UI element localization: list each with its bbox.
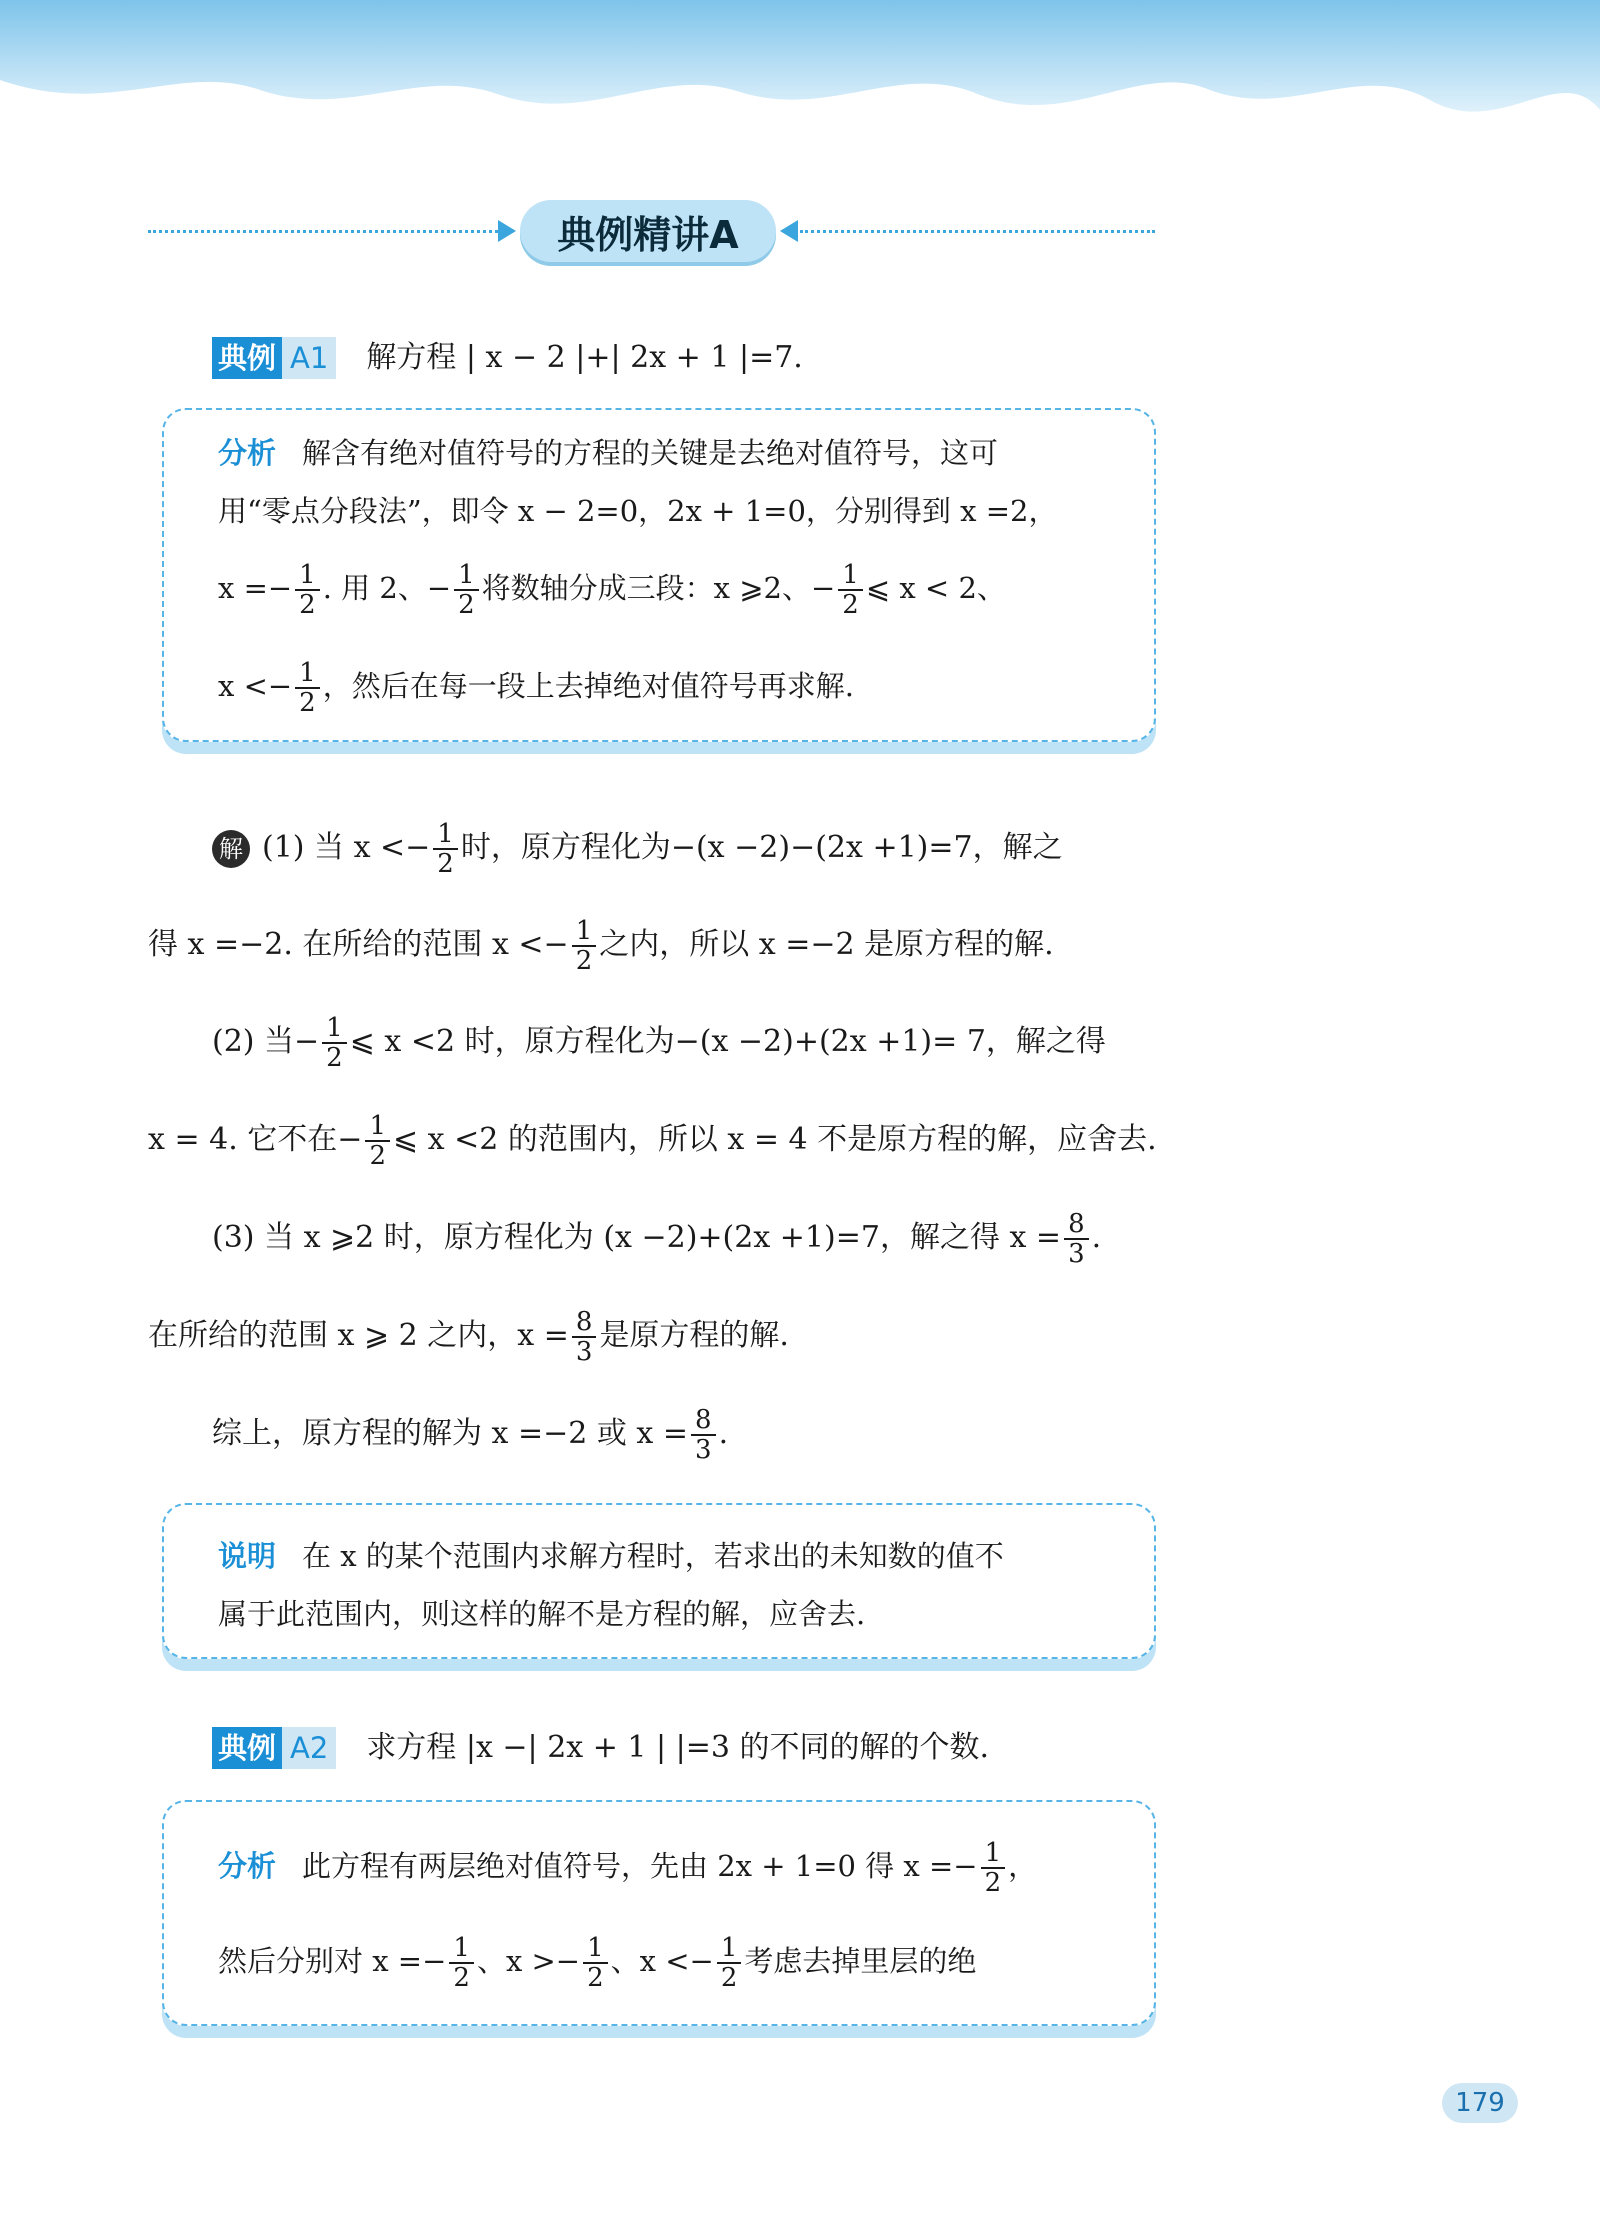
triangle-right-icon <box>498 220 516 242</box>
page-number: 179 <box>1442 2083 1518 2123</box>
sky-banner <box>0 0 1600 170</box>
analysis-box-a2 <box>162 1800 1156 2026</box>
solution-line-5: (3) 当 x ⩾2 时，原方程化为 (x −2)+(2x +1)=7，解之得 x = $\frac{8}{3}$ . <box>212 1209 1102 1269</box>
solution-line-7: 综上，原方程的解为 x =−2 或 x = $\frac{8}{3}$ . <box>212 1405 729 1465</box>
example-a2-problem: 求方程 |x −| 2x + 1 | |=3 的不同的解的个数. <box>366 1730 990 1765</box>
analysis-a2-line-2: 然后分别对 x =− $\frac{1}{2}$ 、x >− $\frac{1}{2}$ 、x <− $\frac{1}{2}$ 考虑去掉里层的绝 <box>218 1933 977 1993</box>
analysis-label: 分析 <box>218 436 277 470</box>
solution-line-6: 在所给的范围 x ⩾ 2 之内，x = $\frac{8}{3}$ 是原方程的解. <box>148 1307 789 1367</box>
example-a2-heading <box>212 1718 989 1778</box>
analysis-a1-line-4: x <− $\frac{1}{2}$ ，然后在每一段上去掉绝对值符号再求解. <box>218 658 854 718</box>
analysis-a1-line-1: 分析 解含有绝对值符号的方程的关键是去绝对值符号，这可 <box>218 436 999 470</box>
analysis-label: 分析 <box>218 1849 277 1883</box>
analysis-a1-line-2: 用“零点分段法”，即令 x − 2=0，2x + 1=0，分别得到 x =2， <box>218 494 1058 528</box>
note-label: 说明 <box>218 1539 277 1573</box>
solution-badge: 解 <box>212 830 250 868</box>
example-a1-problem: 解方程 | x − 2 |+| 2x + 1 |=7. <box>366 340 803 375</box>
example-tag: 典例 A1 <box>212 337 336 379</box>
triangle-left-icon <box>780 220 798 242</box>
solution-line-3: (2) 当− $\frac{1}{2}$ ⩽ x <2 时，原方程化为−(x −2)+(2x +1)= 7，解之得 <box>212 1013 1106 1073</box>
note-line-1: 说明 在 x 的某个范围内求解方程时，若求出的未知数的值不 <box>218 1539 1004 1573</box>
example-a1-heading <box>212 328 803 388</box>
note-line-2: 属于此范围内，则这样的解不是方程的解，应舍去. <box>218 1597 866 1631</box>
example-tag: 典例 A2 <box>212 1727 336 1769</box>
analysis-a2-line-1: 分析 此方程有两层绝对值符号，先由 2x + 1=0 得 x =− $\frac{1}{2}$ ， <box>218 1838 1038 1898</box>
solution-line-4: x = 4. 它不在− $\frac{1}{2}$ ⩽ x <2 的范围内，所以 x = 4 不是原方程的解，应舍去. <box>148 1111 1157 1171</box>
solution-line-1: 解 (1) 当 x <− $\frac{1}{2}$ 时，原方程化为−(x −2)−(2x +1)=7，解之 <box>212 818 1063 878</box>
section-title: 典例精讲A <box>520 200 776 262</box>
solution-line-2: 得 x =−2. 在所给的范围 x <− $\frac{1}{2}$ 之内，所以 x =−2 是原方程的解. <box>148 916 1054 976</box>
section-rule-right <box>800 230 1155 233</box>
analysis-a1-line-3: x =− $\frac{1}{2}$ . 用 2、− $\frac{1}{2}$ 将数轴分成三段：x ⩾2、− $\frac{1}{2}$ ⩽ x < 2、 <box>218 560 1006 620</box>
section-rule-left <box>148 230 498 233</box>
